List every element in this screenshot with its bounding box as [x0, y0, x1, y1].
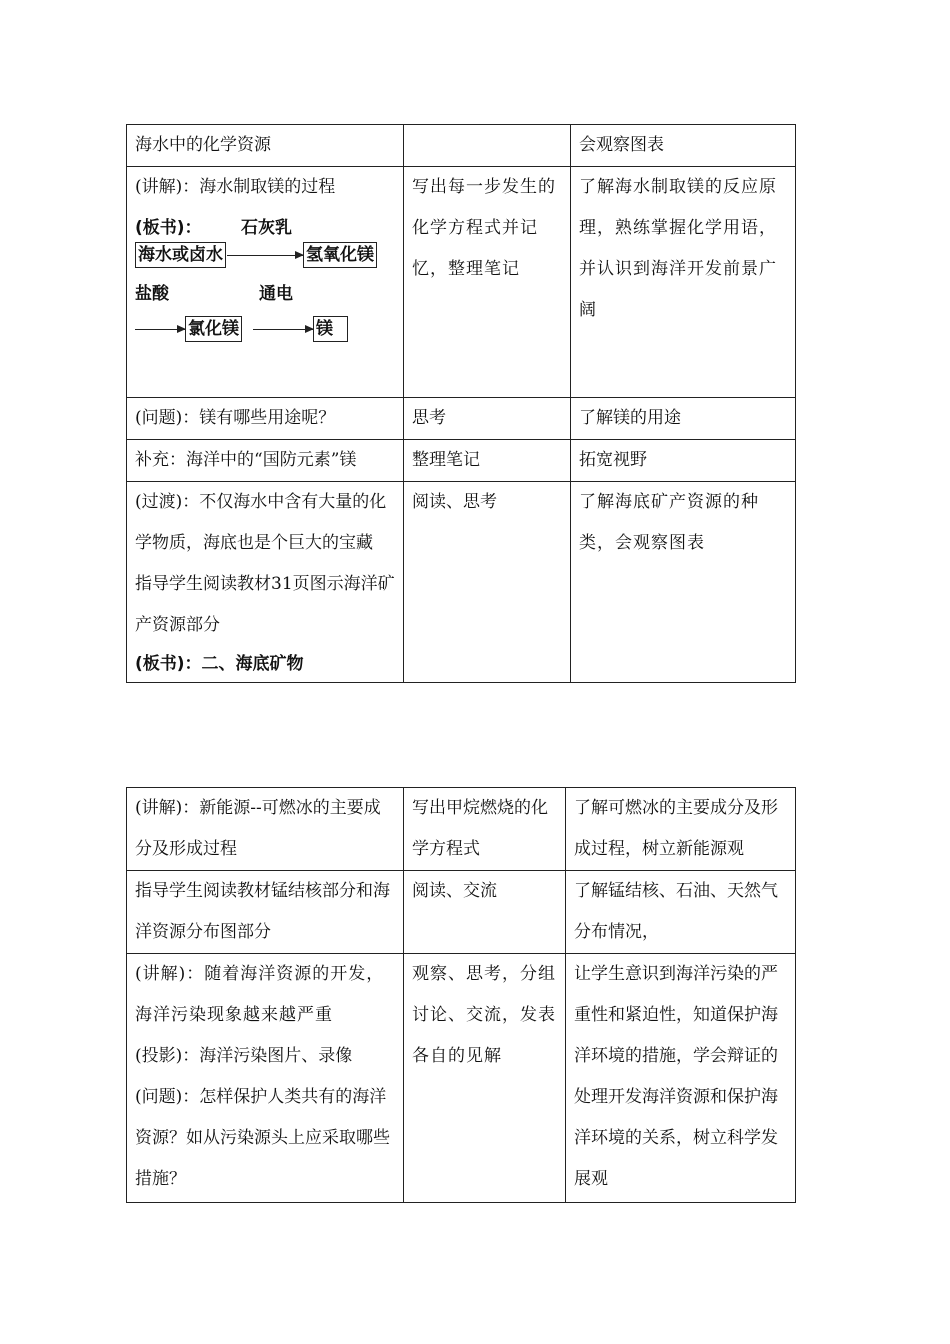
cell-text: 让学生意识到海洋污染的严重性和紧迫性，知道保护海洋环境的措施，学会辩证的处理开发海洋资源和保护海洋环境的关系，树立科学发展观: [574, 964, 778, 1189]
cell-text: (讲解)：新能源--可燃冰的主要成分及形成过程: [135, 798, 381, 859]
table-cell: [127, 482, 404, 683]
magnesium-process-diagram: [135, 208, 395, 384]
table-cell: [127, 871, 404, 954]
cell-text: (讲解)：海水制取镁的过程: [135, 177, 336, 197]
table-cell: [571, 482, 796, 683]
table-cell: [404, 871, 566, 954]
cell-text: (问题)：镁有哪些用途呢？: [135, 408, 336, 428]
cell-text: (讲解)：随着海洋资源的开发，海洋污染现象越来越严重: [135, 964, 385, 1025]
cell-text: (问题)：怎样保护人类共有的海洋资源？如从污染源头上应采取哪些措施？: [135, 1087, 390, 1189]
table-row: [127, 788, 796, 871]
cell-text: 补充：海洋中的“国防元素”镁: [135, 450, 357, 470]
table-cell: [566, 788, 796, 871]
table-cell: [404, 125, 571, 167]
cell-text: 写出甲烷燃烧的化学方程式: [412, 798, 548, 859]
table-cell: [404, 398, 571, 440]
table-row: [127, 167, 796, 398]
table-cell: [127, 167, 404, 398]
condition-electrolysis: 通电: [259, 284, 293, 304]
cell-text: (过渡)：不仅海水中含有大量的化学物质，海底也是个巨大的宝藏: [135, 492, 387, 553]
reagent-hydrochloric-acid: 盐酸: [135, 284, 169, 304]
cell-text: 阅读、思考: [412, 492, 497, 512]
table-cell: [571, 125, 796, 167]
cell-text: 了解可燃冰的主要成分及形成过程，树立新能源观: [574, 798, 778, 859]
lesson-table-2: [126, 787, 796, 1203]
table-cell: [127, 125, 404, 167]
cell-text: 了解镁的用途: [579, 408, 681, 428]
cell-text: 写出每一步发生的化学方程式并记忆，整理笔记: [412, 177, 556, 279]
cell-text: 了解海底矿产资源的种类，会观察图表: [579, 492, 759, 553]
cell-text: 整理笔记: [412, 450, 480, 470]
product-magnesium-chloride-box: 氯化镁: [185, 316, 242, 342]
cell-text: 阅读、交流: [412, 881, 497, 901]
cell-text: 海水中的化学资源: [135, 135, 271, 155]
product-magnesium-box: 镁: [313, 316, 348, 342]
start-seawater-box: 海水或卤水: [135, 242, 226, 268]
table-row: [127, 440, 796, 482]
table-cell: [127, 398, 404, 440]
arrow-icon: [227, 255, 303, 256]
table-cell: [127, 440, 404, 482]
table-row: [127, 125, 796, 167]
table-cell: [566, 871, 796, 954]
cell-text: 会观察图表: [579, 135, 664, 155]
product-magnesium-hydroxide-box: 氢氧化镁: [303, 242, 377, 268]
table-row: [127, 954, 796, 1203]
table-cell: [127, 788, 404, 871]
table-cell: [404, 167, 571, 398]
table-cell: [571, 398, 796, 440]
table-cell: [404, 788, 566, 871]
table-cell: [127, 954, 404, 1203]
arrow-icon: [135, 329, 185, 330]
reagent-lime-milk: 石灰乳: [241, 218, 292, 238]
board-heading: (板书)：二、海底矿物: [135, 654, 304, 674]
arrow-icon: [253, 329, 313, 330]
table-row: [127, 398, 796, 440]
table-row: [127, 871, 796, 954]
cell-text: (投影)：海洋污染图片、录像: [135, 1046, 353, 1066]
cell-text: 指导学生阅读教材锰结核部分和海洋资源分布图部分: [135, 881, 390, 942]
cell-text: 了解海水制取镁的反应原理，熟练掌握化学用语，并认识到海洋开发前景广阔: [579, 177, 777, 320]
table-cell: [404, 440, 571, 482]
table-cell: [566, 954, 796, 1203]
cell-text: 思考: [412, 408, 446, 428]
cell-text: 观察、思考，分组讨论、交流，发表各自的见解: [412, 964, 556, 1066]
table-cell: [404, 482, 571, 683]
board-label: (板书)：: [135, 218, 202, 238]
cell-text: 指导学生阅读教材31页图示海洋矿产资源部分: [135, 574, 395, 635]
table-cell: [571, 440, 796, 482]
table-row: [127, 482, 796, 683]
lesson-table-1: [126, 124, 796, 683]
table-cell: [571, 167, 796, 398]
cell-text: 了解锰结核、石油、天然气分布情况，: [574, 881, 778, 942]
table-cell: [404, 954, 566, 1203]
cell-text: 拓宽视野: [579, 450, 647, 470]
